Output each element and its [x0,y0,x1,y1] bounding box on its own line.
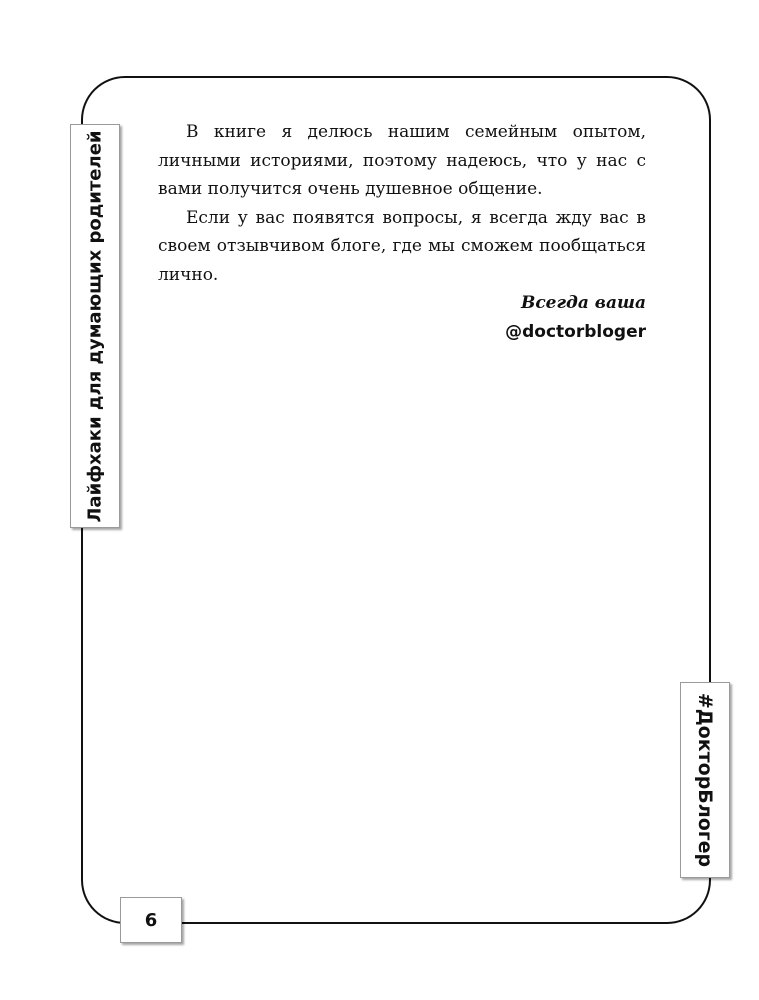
hashtag: #ДокторБлогер [694,692,717,868]
signature-handle: @doctorbloger [505,321,646,342]
signature [158,289,646,346]
paragraph: В книге я делюсь нашим семейным опытом, личными историями, поэтому надеюсь, что у нас с вами получится очень душевное общение. [158,122,646,199]
paragraph: Если у вас появятся вопросы, я всегда жду вас в своем отзывчивом блоге, где мы сможем пообщаться лично. [158,207,646,285]
book-title: Лайфхаки для думающих родителей [84,129,106,523]
page-number: 6 [120,897,182,943]
signature-greeting: Всегда ваша [520,293,646,313]
book-title-tab [70,124,120,528]
page-body [158,118,646,346]
hashtag-tab [680,682,730,878]
